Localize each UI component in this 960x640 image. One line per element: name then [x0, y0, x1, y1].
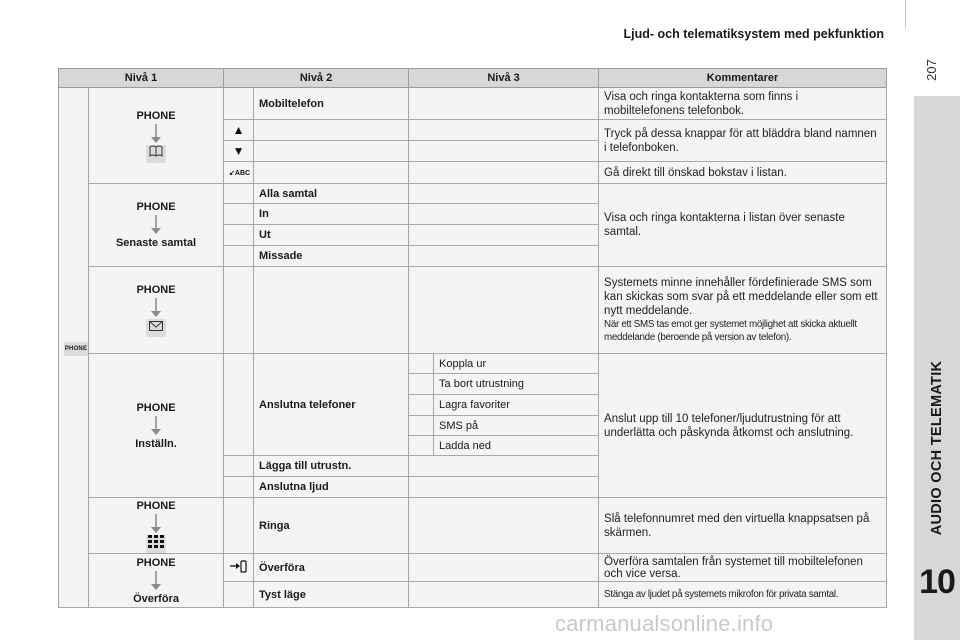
transfer-icon — [230, 559, 248, 573]
transfer-label: Överföra — [133, 592, 179, 605]
level2-empty-cell — [224, 477, 254, 498]
side-label-text: AUDIO OCH TELEMATIK — [929, 360, 945, 536]
phone-settings-cell — [89, 354, 224, 498]
level3-empty-cell — [409, 246, 599, 267]
level3-empty-cell — [409, 416, 434, 436]
level3-empty-cell — [409, 436, 434, 456]
down-arrow-icon — [150, 298, 162, 318]
level2-empty-cell — [224, 225, 254, 246]
phone-label: PHONE — [136, 556, 176, 569]
level2-tyst-lage: Tyst läge — [254, 582, 409, 608]
comment-sms — [599, 267, 887, 354]
level2-empty-cell — [224, 456, 254, 477]
level3-empty-cell — [409, 88, 599, 120]
col-header-level3: Nivå 3 — [409, 69, 599, 88]
level1-cell — [59, 88, 89, 608]
phone-contacts-cell — [89, 88, 224, 184]
chapter-number: 10 — [919, 563, 955, 601]
level2-empty-cell — [224, 246, 254, 267]
level2-anslutna-ljud: Anslutna ljud — [254, 477, 409, 498]
level3-empty-cell — [409, 162, 599, 184]
abc-icon: ↙ABC — [229, 169, 251, 177]
scroll-up-button[interactable] — [224, 120, 254, 141]
watermark: carmanualsonline.info — [555, 611, 774, 636]
phone-sms-cell — [89, 267, 224, 354]
level2-empty-cell — [254, 120, 409, 141]
level2-empty-cell — [224, 582, 254, 608]
level3-empty-cell — [409, 456, 599, 477]
header-divider — [905, 0, 906, 28]
col-header-comments: Kommentarer — [599, 69, 887, 88]
comment-dial: Slå telefonnumret med den virtuella knappsatsen på skärmen. — [599, 498, 887, 554]
level2-empty-cell — [224, 354, 254, 456]
level2-missade: Missade — [254, 246, 409, 267]
down-arrow-icon — [150, 571, 162, 591]
level3-empty-cell — [409, 120, 599, 141]
level2-empty-cell — [224, 88, 254, 120]
header-title: Ljud- och telematiksystem med pekfunktion — [623, 27, 884, 41]
page-number: 207 — [924, 59, 939, 81]
level2-empty-cell — [224, 498, 254, 554]
level2-ringa: Ringa — [254, 498, 409, 554]
level2-overfora: Överföra — [254, 554, 409, 582]
level2-ut: Ut — [254, 225, 409, 246]
down-arrow-icon — [150, 215, 162, 235]
phone-label: PHONE — [136, 201, 176, 213]
phone-label: PHONE — [136, 499, 176, 512]
level2-lagga-till-utrustning: Lägga till utrustn. — [254, 456, 409, 477]
abc-button[interactable] — [224, 162, 254, 184]
level3-sms-pa: SMS på — [434, 416, 599, 436]
comment-mute: Stänga av ljudet på systemets mikrofon för privata samtal. — [599, 582, 887, 608]
down-arrow-icon — [150, 514, 162, 534]
keypad-icon — [146, 535, 166, 553]
phone-label: PHONE — [136, 109, 176, 122]
comment-sms-note: När ett SMS tas emot ger systemet möjlighet att skicka aktuellt meddelande (beroende på version av telefon). — [604, 319, 857, 343]
col-header-level2: Nivå 2 — [224, 69, 409, 88]
header-row — [59, 69, 887, 88]
transfer-button[interactable] — [224, 554, 254, 582]
down-triangle-icon: ▼ — [232, 143, 245, 158]
phone-dial-cell — [89, 498, 224, 554]
contacts-book-icon — [146, 145, 166, 163]
phone-transfer-cell — [89, 554, 224, 608]
level3-empty-cell — [409, 267, 599, 354]
settings-label: Inställn. — [135, 437, 177, 450]
col-header-level1: Nivå 1 — [59, 69, 224, 88]
level3-empty-cell — [409, 554, 599, 582]
comment-recent-calls: Visa och ringa kontakterna i listan över senaste samtal. — [599, 184, 887, 267]
level2-empty-cell — [254, 141, 409, 162]
comment-abc: Gå direkt till önskad bokstav i listan. — [599, 162, 887, 184]
comment-transfer: Överföra samtalen från systemet till mobiltelefonen och vice versa. — [599, 554, 887, 582]
level3-lagra-favoriter: Lagra favoriter — [434, 395, 599, 416]
comment-sms-main: Systemets minne innehåller fördefinierade SMS som kan skickas som svar på ett meddelande eller som ett nytt meddelande. — [604, 277, 878, 317]
phone-recent-cell — [89, 184, 224, 267]
level2-empty-cell — [224, 267, 254, 354]
level3-empty-cell — [409, 141, 599, 162]
phone-menu-icon: PHONE — [64, 342, 88, 356]
level2-alla-samtal: Alla samtal — [254, 184, 409, 204]
recent-calls-label: Senaste samtal — [115, 237, 197, 249]
level3-ladda-ned: Ladda ned — [434, 436, 599, 456]
level2-empty-cell — [224, 184, 254, 204]
level3-ta-bort-utrustning: Ta bort utrustning — [434, 374, 599, 395]
scroll-down-button[interactable] — [224, 141, 254, 162]
level2-mobiltelefon: Mobiltelefon — [254, 88, 409, 120]
down-arrow-icon — [150, 416, 162, 436]
level3-empty-cell — [409, 477, 599, 498]
level3-koppla-ur: Koppla ur — [434, 354, 599, 374]
comment-contacts: Visa och ringa kontakterna som finns i mobiltelefonens telefonbok. — [599, 88, 887, 120]
phone-menu-table — [58, 68, 887, 608]
abc-icon-text: ABC — [234, 169, 251, 177]
level2-empty-cell — [254, 267, 409, 354]
level3-empty-cell — [409, 184, 599, 204]
comment-settings: Anslut upp till 10 telefoner/ljudutrustning för att underlätta och påskynda åtkomst och anslutning. — [599, 354, 887, 498]
phone-label: PHONE — [136, 401, 176, 414]
level3-empty-cell — [409, 395, 434, 416]
sms-envelope-icon — [146, 319, 166, 337]
level2-empty-cell — [254, 162, 409, 184]
level2-in: In — [254, 204, 409, 225]
level3-empty-cell — [409, 374, 434, 395]
up-triangle-icon: ▲ — [232, 122, 245, 137]
level3-empty-cell — [409, 498, 599, 554]
level3-empty-cell — [409, 225, 599, 246]
level2-anslutna-telefoner: Anslutna telefoner — [254, 354, 409, 456]
level3-empty-cell — [409, 582, 599, 608]
level2-empty-cell — [224, 204, 254, 225]
level3-empty-cell — [409, 204, 599, 225]
level3-empty-cell — [409, 354, 434, 374]
phone-label: PHONE — [136, 284, 176, 296]
down-arrow-icon — [150, 124, 162, 144]
comment-scroll: Tryck på dessa knappar för att bläddra bland namnen i telefonboken. — [599, 120, 887, 162]
